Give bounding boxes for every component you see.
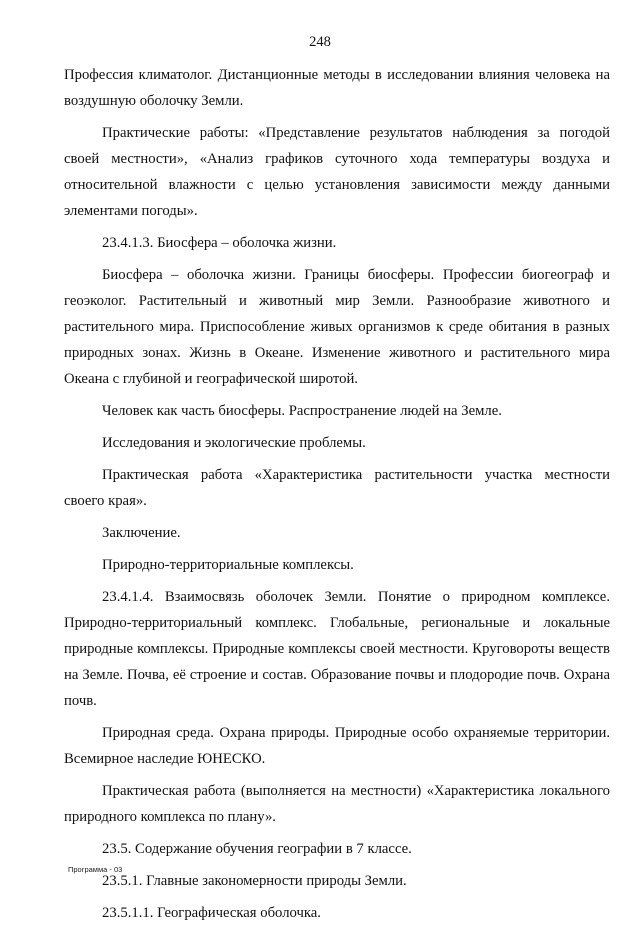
paragraph: Природная среда. Охрана природы. Природные особо охраняемые территории. Всемирное наследие ЮНЕСКО. [64, 725, 610, 767]
paragraph: Природно-территориальные комплексы. [102, 557, 354, 573]
section-heading: 23.4.1.4. Взаимосвязь оболочек Земли. Понятие о природном комплексе. Природно-территориальный комплекс. Глобальные, региональные и локальные природные комплексы. Природные комплексы своей местности. Круговороты веществ на Земле. Почва, её строение и состав. Образование почвы и плодородие почв. Охрана почв. [64, 589, 610, 709]
paragraph: Практические работы: «Представление результатов наблюдения за погодой своей местности», «Анализ графиков суточного хода температуры воздуха и относительной влажности с целью установления зависимости между данными элементами погоды». [64, 125, 610, 219]
paragraph: Практическая работа «Характеристика растительности участка местности своего края». [64, 467, 610, 509]
page-footer: Программа - 03 [68, 865, 123, 874]
paragraph: Практическая работа (выполняется на местности) «Характеристика локального природного комплекса по плану». [64, 783, 610, 825]
paragraph: Исследования и экологические проблемы. [102, 435, 366, 451]
paragraph: Человек как часть биосферы. Распространение людей на Земле. [102, 403, 502, 419]
section-heading: 23.5.1.1. Географическая оболочка. [102, 905, 321, 921]
document-body [64, 62, 610, 926]
paragraph: Профессия климатолог. Дистанционные методы в исследовании влияния человека на воздушную оболочку Земли. [64, 67, 610, 109]
section-heading: 23.5. Содержание обучения географии в 7 классе. [102, 841, 412, 857]
paragraph: Биосфера – оболочка жизни. Границы биосферы. Профессии биогеограф и геоэколог. Растительный и животный мир Земли. Разнообразие животного и растительного мира. Приспособление живых организмов к среде обитания в разных природных зонах. Жизнь в Океане. Изменение животного и растительного мира Океана с глубиной и географической широтой. [64, 267, 610, 387]
paragraph: Заключение. [102, 525, 181, 541]
section-heading: 23.5.1. Главные закономерности природы Земли. [102, 873, 407, 889]
section-heading: 23.4.1.3. Биосфера – оболочка жизни. [102, 235, 337, 251]
page-number: 248 [309, 34, 331, 50]
